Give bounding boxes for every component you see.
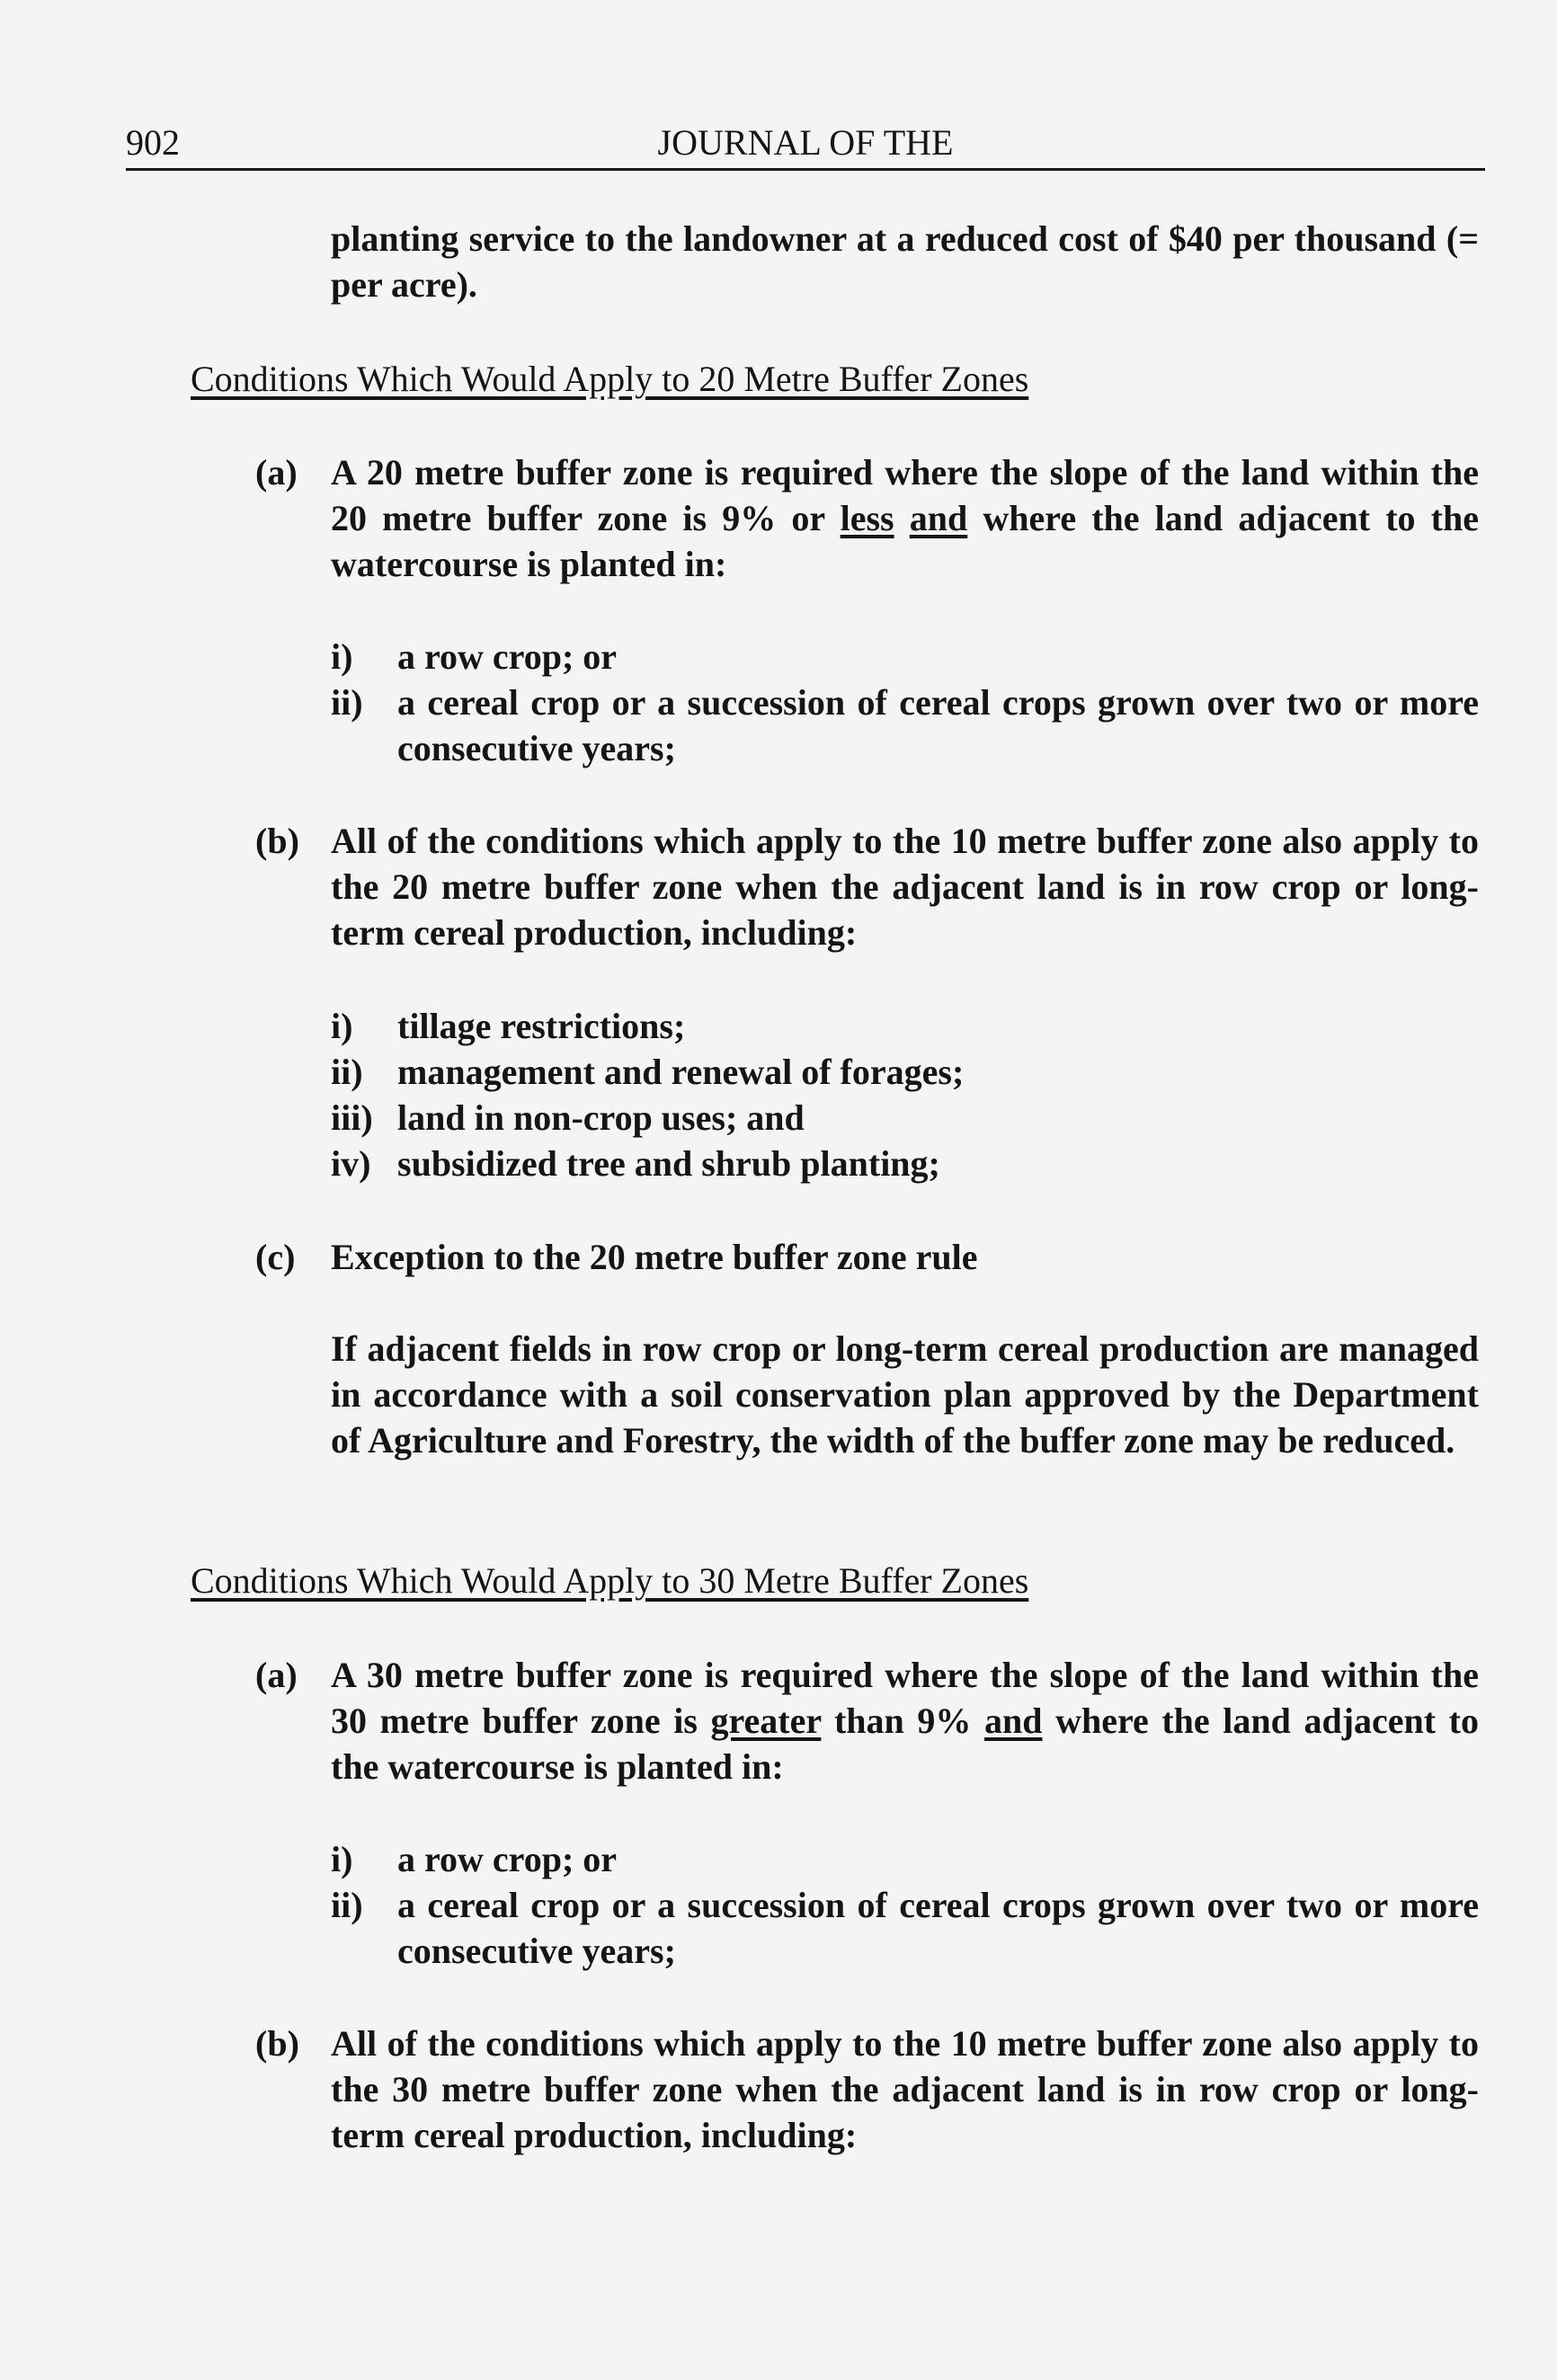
- section-heading-30: Conditions Which Would Apply to 30 Metre Buffer Zones: [191, 1560, 1029, 1601]
- subitem-marker: i): [331, 1839, 353, 1879]
- subitem-marker: ii): [331, 1052, 363, 1092]
- subitem-text: subsidized tree and shrub planting;: [397, 1143, 940, 1184]
- running-head: JOURNAL OF THE: [657, 122, 954, 163]
- subitem-text: a row crop; or: [397, 636, 618, 677]
- item-marker: (a): [255, 1655, 298, 1695]
- subitem-marker: ii): [331, 682, 363, 723]
- exception-paragraph: If adjacent fields in row crop or long-term cereal production are managed in accordance with a soil conservation plan approved by the Department of Agriculture and Forestry, the width of the buffer zone may be reduced.: [331, 1328, 1479, 1461]
- subitem-text: a row crop; or: [397, 1839, 618, 1879]
- intro-paragraph: planting service to the landowner at a reduced cost of $40 per thousand (= per acre).: [331, 218, 1479, 305]
- text-run: A 20 metre buffer zone is required where the slope of the land within the 20 metre buffer zone is 9% or: [331, 452, 1479, 538]
- subitem-text: management and renewal of forages;: [397, 1052, 965, 1092]
- subitem-marker: ii): [331, 1885, 363, 1925]
- subitem-text: land in non-crop uses; and: [397, 1097, 805, 1138]
- underlined-word: and: [909, 498, 968, 538]
- item-marker: (b): [255, 2023, 299, 2064]
- underlined-word: greater: [710, 1701, 822, 1741]
- page-header: [126, 121, 1485, 171]
- paragraph-20-a: [331, 449, 1479, 587]
- text-run: where the land adjacent to the watercourse is planted in:: [331, 498, 1480, 584]
- exception-title: Exception to the 20 metre buffer zone rule: [331, 1237, 978, 1277]
- paragraph-20-b: All of the conditions which apply to the 10 metre buffer zone also apply to the 20 metre buffer zone when the adjacent land is in row crop or long-term cereal production, including:: [331, 821, 1479, 953]
- underlined-word: less: [840, 498, 894, 538]
- subitem-text: a cereal crop or a succession of cereal crops grown over two or more consecutive years;: [397, 682, 1479, 768]
- item-marker: (c): [255, 1237, 296, 1277]
- text-run: A 30 metre buffer zone is required where the slope of the land within the 30 metre buffer zone is: [331, 1655, 1479, 1741]
- item-marker: (b): [255, 821, 299, 861]
- paragraph-30-a: [331, 1652, 1479, 1789]
- text-run: than 9%: [821, 1701, 984, 1741]
- subitem-marker: i): [331, 636, 353, 677]
- section-heading-20: Conditions Which Would Apply to 20 Metre Buffer Zones: [191, 359, 1029, 399]
- text-run: where the land adjacent to the watercourse is planted in:: [331, 1701, 1480, 1787]
- subitem-marker: iii): [331, 1097, 373, 1138]
- paragraph-30-b: All of the conditions which apply to the 10 metre buffer zone also apply to the 30 metre buffer zone when the adjacent land is in row crop or long-term cereal production, including:: [331, 2023, 1479, 2155]
- subitem-text: tillage restrictions;: [397, 1006, 686, 1046]
- item-marker: (a): [255, 452, 298, 493]
- page-number: 902: [126, 122, 180, 163]
- subitem-marker: i): [331, 1006, 353, 1046]
- subitem-marker: iv): [331, 1143, 371, 1184]
- subitem-text: a cereal crop or a succession of cereal crops grown over two or more consecutive years;: [397, 1885, 1479, 1971]
- underlined-word: and: [983, 1701, 1043, 1741]
